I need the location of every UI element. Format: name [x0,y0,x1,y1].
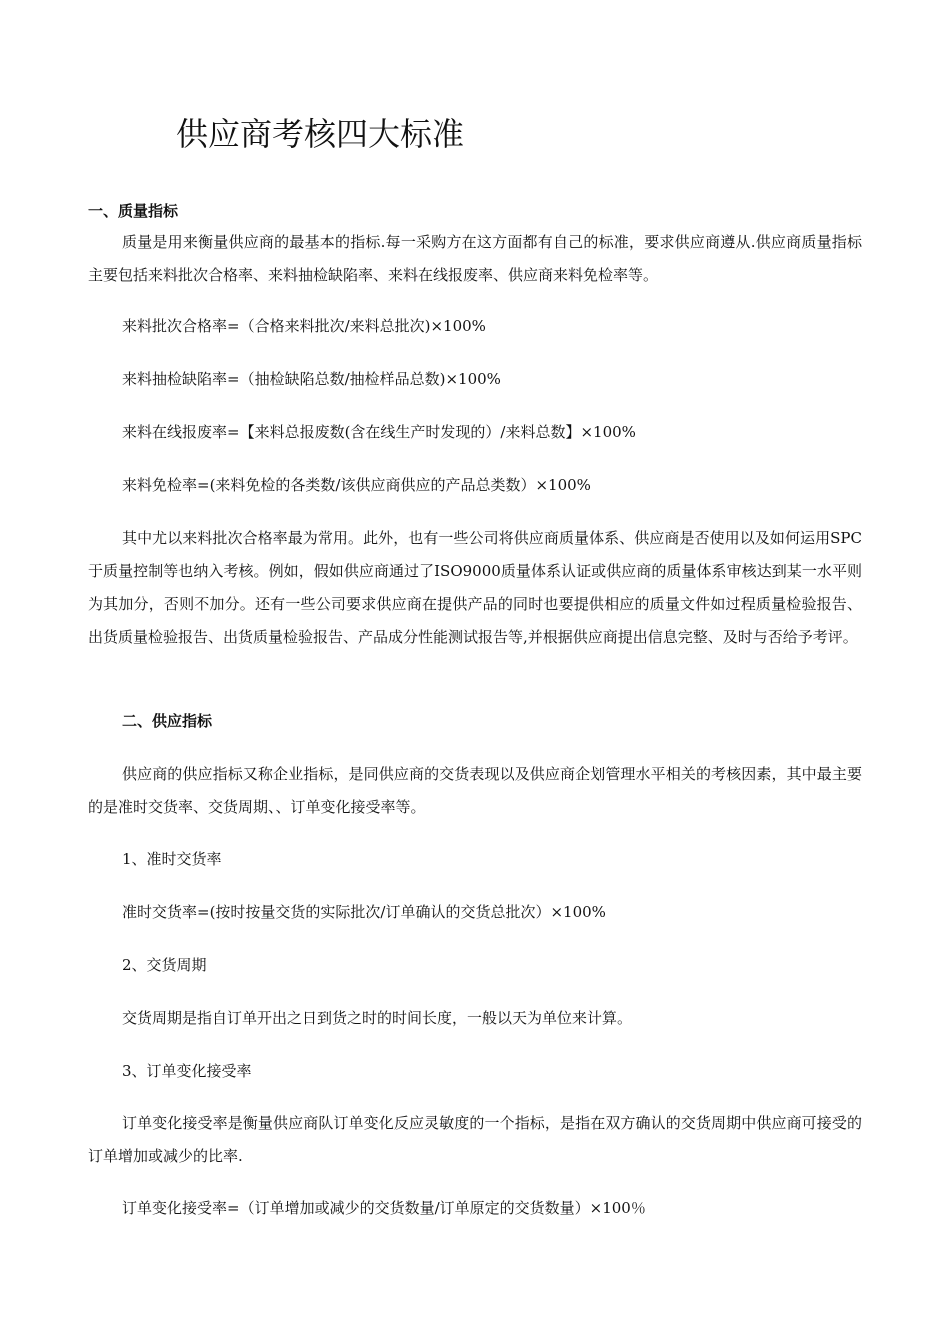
formula-online-scrap-rate: 来料在线报废率=【来料总报废数(含在线生产时发现的）/来料总数】×100% [122,423,636,441]
subheading-order-change: 3、订单变化接受率 [122,1062,252,1080]
formula-exemption-rate: 来料免检率=(来料免检的各类数/该供应商供应的产品总类数）×100% [122,476,591,494]
subheading-on-time-delivery: 1、准时交货率 [122,850,222,868]
paragraph-supply-intro: 供应商的供应指标又称企业指标，是同供应商的交货表现以及供应商企划管理水平相关的考核因素，其中最主要的是准时交货率、交货周期、、订单变化接受率等。 [88,765,862,816]
formula-order-change: 订单变化接受率=（订单增加或减少的交货数量/订单原定的交货数量）×100％ [122,1199,646,1217]
section-heading-supply: 二、供应指标 [122,712,213,730]
paragraph-quality-closing: 其中尤以来料批次合格率最为常用。此外，也有一些公司将供应商质量体系、供应商是否使用以及如何运用SPC于质量控制等也纳入考核。例如，假如供应商通过了ISO9000质量体系认证或供应商的质量体系审核达到某一水平则为其加分，否则不加分。还有一些公司要求供应商在提供产品的同时也要提供相应的质量文件如过程质量检验报告、出货质量检验报告、出货质量检验报告、产品成分性能测试报告等,并根据供应商提出信息完整、及时与否给予考评。 [88,529,862,646]
formula-on-time-delivery: 准时交货率=(按时按量交货的实际批次/订单确认的交货总批次）×100% [122,903,606,921]
section-heading-quality: 一、质量指标 [88,202,179,220]
page-title: 供应商考核四大标准 [176,115,465,153]
text-delivery-cycle: 交货周期是指自订单开出之日到货之时的时间长度，一般以天为单位来计算。 [122,1009,633,1027]
formula-sampling-defect-rate: 来料抽检缺陷率=（抽检缺陷总数/抽检样品总数)×100% [122,370,501,388]
paragraph-order-change: 订单变化接受率是衡量供应商队订单变化反应灵敏度的一个指标，是指在双方确认的交货周期中供应商可接受的订单增加或减少的比率. [88,1114,862,1165]
subheading-delivery-cycle: 2、交货周期 [122,956,207,974]
paragraph-quality-intro: 质量是用来衡量供应商的最基本的指标.每一采购方在这方面都有自己的标准，要求供应商遵从.供应商质量指标主要包括来料批次合格率、来料抽检缺陷率、来料在线报废率、供应商来料免检率等。 [88,233,862,284]
formula-batch-pass-rate: 来料批次合格率=（合格来料批次/来料总批次)×100% [122,317,486,335]
